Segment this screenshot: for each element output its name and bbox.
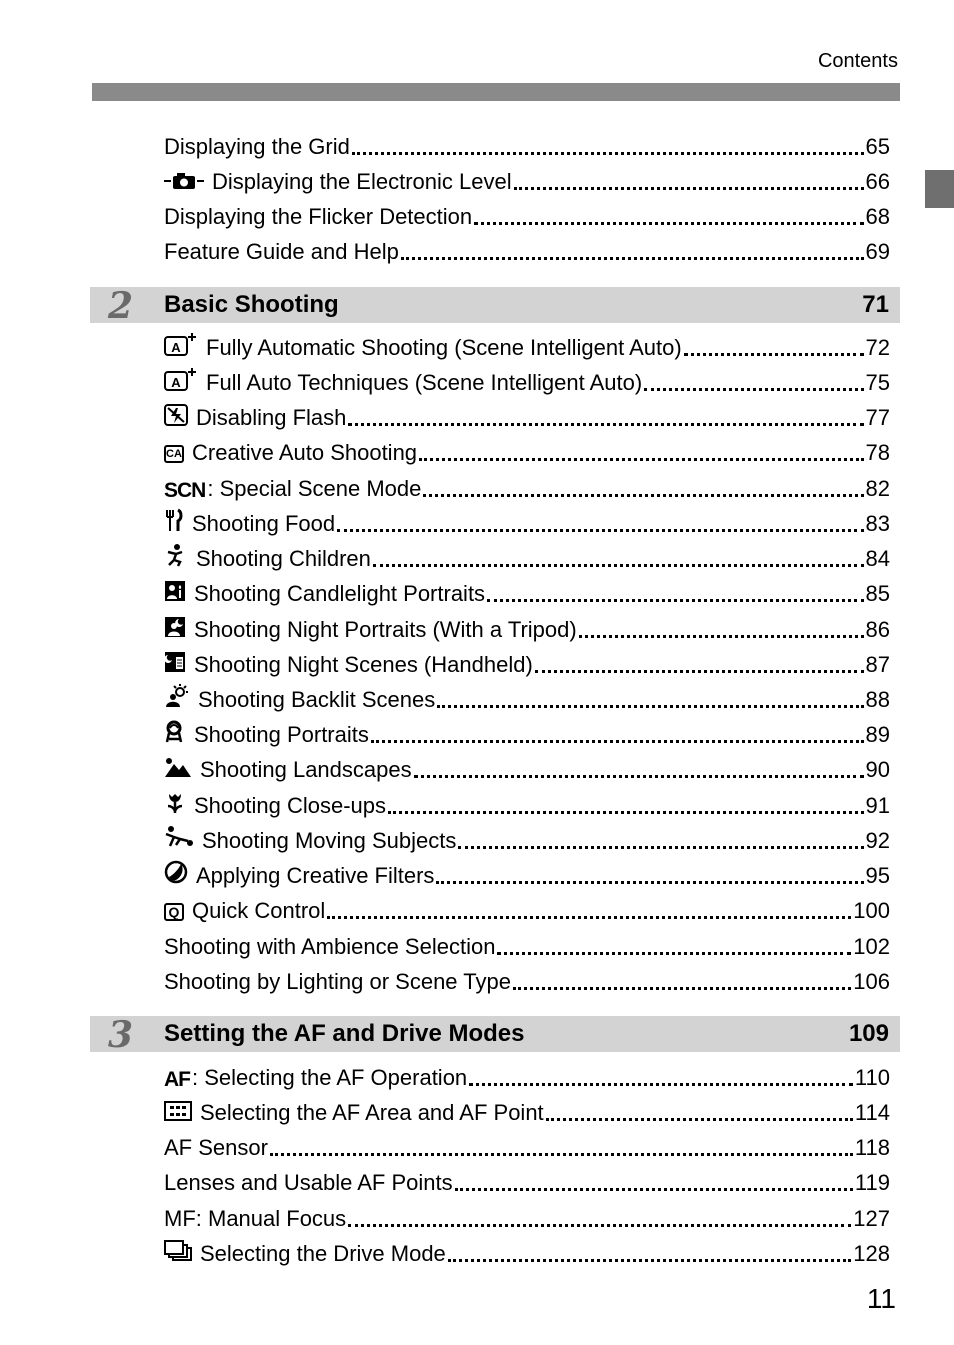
toc-entry-title: Shooting Moving Subjects bbox=[202, 828, 457, 853]
leader-dots bbox=[579, 635, 864, 638]
scn-icon: SCN bbox=[164, 479, 206, 502]
toc-entry-flicker[interactable] bbox=[164, 200, 890, 230]
toc-entry-fully-automatic[interactable] bbox=[164, 331, 890, 361]
close-up-icon bbox=[164, 792, 186, 819]
leader-dots bbox=[514, 187, 864, 190]
toc-entry-title: : Special Scene Mode bbox=[207, 476, 422, 501]
toc-entry-title: Shooting Candlelight Portraits bbox=[194, 581, 486, 606]
chapter-number: 2 bbox=[108, 285, 134, 327]
toc-entry-title: Fully Automatic Shooting (Scene Intelligent Auto) bbox=[206, 335, 682, 360]
page-number: 11 bbox=[866, 1283, 896, 1314]
toc-entry-title: Shooting Backlit Scenes bbox=[198, 687, 436, 712]
chapter-title: Setting the AF and Drive Modes bbox=[164, 1020, 525, 1047]
svg-text:A: A bbox=[171, 375, 181, 390]
toc-entry-title: Lenses and Usable AF Points bbox=[164, 1170, 453, 1195]
toc-entry-page: 100 bbox=[853, 898, 890, 923]
leader-dots bbox=[327, 916, 851, 919]
running-header: Contents bbox=[817, 50, 898, 72]
af-area-icon bbox=[164, 1101, 192, 1126]
toc-entry-page: 75 bbox=[865, 370, 890, 395]
leader-dots bbox=[644, 388, 863, 391]
toc-entry-title: Shooting Night Portraits (With a Tripod) bbox=[194, 617, 577, 642]
quick-control-icon: Q bbox=[164, 903, 184, 921]
handheld-night-icon bbox=[164, 651, 186, 678]
creative-auto-icon: CA bbox=[164, 445, 184, 463]
leader-dots bbox=[497, 952, 851, 955]
chapter-heading-2[interactable] bbox=[90, 285, 900, 327]
toc-entry-close-ups[interactable] bbox=[164, 789, 890, 819]
leader-dots bbox=[388, 811, 864, 814]
leader-dots bbox=[474, 222, 863, 225]
night-portrait-icon bbox=[164, 616, 186, 643]
toc-entry-page: 88 bbox=[865, 687, 890, 712]
leader-dots bbox=[348, 423, 863, 426]
toc-entry-electronic-level[interactable] bbox=[164, 165, 890, 195]
chapter-number: 3 bbox=[108, 1014, 134, 1056]
toc-entry-title: Displaying the Electronic Level bbox=[212, 169, 512, 194]
creative-filter-icon bbox=[164, 860, 188, 889]
leader-dots bbox=[546, 1118, 853, 1121]
toc-entry-children[interactable] bbox=[164, 542, 890, 572]
leader-dots bbox=[401, 257, 864, 260]
svg-text:A: A bbox=[171, 340, 181, 355]
toc-entry-title: Shooting Close-ups bbox=[194, 793, 387, 818]
landscape-icon bbox=[164, 756, 192, 783]
toc-entry-page: 95 bbox=[865, 863, 890, 888]
leader-dots bbox=[423, 494, 863, 497]
toc-entry-page: 118 bbox=[854, 1135, 890, 1160]
toc-entry-page: 106 bbox=[853, 969, 890, 994]
leader-dots bbox=[535, 670, 864, 673]
toc-entry-af-sensor[interactable] bbox=[164, 1131, 890, 1161]
candlelight-icon bbox=[164, 580, 186, 607]
toc-entry-title: Shooting Food bbox=[192, 511, 336, 536]
toc-entry-lighting-scene[interactable] bbox=[164, 965, 890, 995]
toc-entry-disabling-flash[interactable] bbox=[164, 401, 890, 431]
toc-entry-title: Shooting Children bbox=[196, 546, 371, 571]
leader-dots bbox=[436, 881, 863, 884]
scene-intelligent-auto-icon bbox=[164, 332, 198, 361]
toc-entry-manual-focus[interactable] bbox=[164, 1202, 890, 1232]
toc-entry-candlelight[interactable] bbox=[164, 577, 890, 607]
leader-dots bbox=[513, 987, 851, 990]
toc-entry-landscapes[interactable] bbox=[164, 753, 890, 783]
chapter-heading-3[interactable] bbox=[90, 1014, 900, 1056]
toc-entry-page: 66 bbox=[865, 169, 890, 194]
toc-entry-special-scene[interactable] bbox=[164, 472, 890, 502]
toc-entry-portraits[interactable] bbox=[164, 718, 890, 748]
drive-mode-icon bbox=[164, 1240, 192, 1267]
toc-entry-page: 72 bbox=[865, 335, 890, 360]
leader-dots bbox=[337, 529, 863, 532]
chapter-page: 109 bbox=[848, 1020, 889, 1047]
toc-entry-title: AF Sensor bbox=[164, 1135, 268, 1160]
toc-entry-page: 92 bbox=[865, 828, 890, 853]
chapter-page: 71 bbox=[862, 291, 889, 318]
toc-entry-grid[interactable] bbox=[164, 130, 890, 160]
toc-entry-title: Applying Creative Filters bbox=[196, 863, 435, 888]
toc-entry-title: Displaying the Flicker Detection bbox=[164, 204, 473, 229]
toc-entry-title: Shooting Portraits bbox=[194, 722, 369, 747]
toc-entry-page: 128 bbox=[853, 1241, 890, 1266]
chapter-title: Basic Shooting bbox=[164, 291, 339, 318]
toc-entry-title: Displaying the Grid bbox=[164, 134, 350, 159]
leader-dots bbox=[487, 599, 863, 602]
children-icon bbox=[164, 543, 188, 572]
toc-entry-page: 82 bbox=[865, 476, 890, 501]
toc-entry-full-auto-techniques[interactable] bbox=[164, 366, 890, 396]
toc-entry-page: 86 bbox=[865, 617, 890, 642]
toc-entry-night-portraits[interactable] bbox=[164, 613, 890, 643]
toc-entry-page: 90 bbox=[865, 757, 890, 782]
toc-entry-title: Full Auto Techniques (Scene Intelligent Auto) bbox=[206, 370, 643, 395]
backlit-icon bbox=[164, 684, 190, 713]
toc-entry-moving-subjects[interactable] bbox=[164, 824, 890, 854]
sports-icon bbox=[164, 825, 194, 854]
toc-entry-title: Shooting Night Scenes (Handheld) bbox=[194, 652, 533, 677]
chapter-thumb-tab bbox=[925, 170, 954, 208]
toc-entry-af-area[interactable] bbox=[164, 1096, 890, 1126]
toc-entry-page: 85 bbox=[865, 581, 890, 606]
flash-off-icon bbox=[164, 404, 188, 431]
toc-entry-page: 78 bbox=[865, 440, 890, 465]
toc-entry-page: 91 bbox=[865, 793, 890, 818]
toc-entry-creative-auto[interactable] bbox=[164, 436, 890, 466]
portrait-icon bbox=[164, 719, 186, 748]
toc-entry-title: Selecting the AF Area and AF Point bbox=[200, 1100, 544, 1125]
toc-entry-feature-guide[interactable] bbox=[164, 235, 890, 265]
toc-entry-page: 127 bbox=[853, 1206, 890, 1231]
leader-dots bbox=[684, 353, 864, 356]
toc-entry-page: 65 bbox=[865, 134, 890, 159]
toc-entry-drive-mode[interactable] bbox=[164, 1237, 890, 1267]
leader-dots bbox=[270, 1153, 853, 1156]
leader-dots bbox=[373, 564, 864, 567]
toc-entry-title: Creative Auto Shooting bbox=[192, 440, 418, 465]
leader-dots bbox=[455, 1188, 853, 1191]
toc-entry-food[interactable] bbox=[164, 507, 890, 537]
toc-entry-title: Quick Control bbox=[192, 898, 326, 923]
leader-dots bbox=[414, 775, 864, 778]
toc-entry-page: 110 bbox=[854, 1065, 890, 1090]
toc-entry-title: Selecting the Drive Mode bbox=[200, 1241, 446, 1266]
leader-dots bbox=[419, 458, 863, 461]
toc-entry-page: 114 bbox=[854, 1100, 890, 1125]
toc-entry-title: Shooting by Lighting or Scene Type bbox=[164, 969, 511, 994]
leader-dots bbox=[348, 1224, 851, 1227]
af-icon: AF bbox=[164, 1068, 190, 1091]
toc-entry-page: 102 bbox=[853, 934, 890, 959]
toc-entry-creative-filters[interactable] bbox=[164, 859, 890, 889]
toc-entry-page: 84 bbox=[865, 546, 890, 571]
toc-entry-page: 77 bbox=[865, 405, 890, 430]
leader-dots bbox=[437, 705, 863, 708]
toc-entry-backlit[interactable] bbox=[164, 683, 890, 713]
toc-entry-af-operation[interactable] bbox=[164, 1061, 890, 1091]
food-icon bbox=[164, 508, 184, 537]
toc-entry-title: Shooting with Ambience Selection bbox=[164, 934, 496, 959]
toc-entry-title: Disabling Flash bbox=[196, 405, 347, 430]
toc-entry-title: Feature Guide and Help bbox=[164, 239, 399, 264]
toc-entry-page: 69 bbox=[865, 239, 890, 264]
toc-entry-title: MF: Manual Focus bbox=[164, 1206, 347, 1231]
toc-entry-page: 83 bbox=[865, 511, 890, 536]
toc-entry-quick-control[interactable] bbox=[164, 894, 890, 924]
toc-entry-title: Shooting Landscapes bbox=[200, 757, 412, 782]
leader-dots bbox=[458, 846, 863, 849]
scene-intelligent-auto-icon bbox=[164, 367, 198, 396]
toc-entry-page: 87 bbox=[865, 652, 890, 677]
toc-entry-page: 119 bbox=[854, 1170, 890, 1195]
leader-dots bbox=[469, 1083, 853, 1086]
toc-entry-night-scenes-handheld[interactable] bbox=[164, 648, 890, 678]
toc-entry-title: : Selecting the AF Operation bbox=[192, 1065, 468, 1090]
toc-entry-ambience[interactable] bbox=[164, 930, 890, 960]
toc-entry-lenses-af-points[interactable] bbox=[164, 1166, 890, 1196]
leader-dots bbox=[352, 152, 864, 155]
toc-entry-page: 89 bbox=[865, 722, 890, 747]
leader-dots bbox=[371, 740, 864, 743]
electronic-level-icon bbox=[164, 172, 204, 195]
header-rule bbox=[92, 83, 900, 101]
leader-dots bbox=[448, 1259, 851, 1262]
toc-entry-page: 68 bbox=[865, 204, 890, 229]
